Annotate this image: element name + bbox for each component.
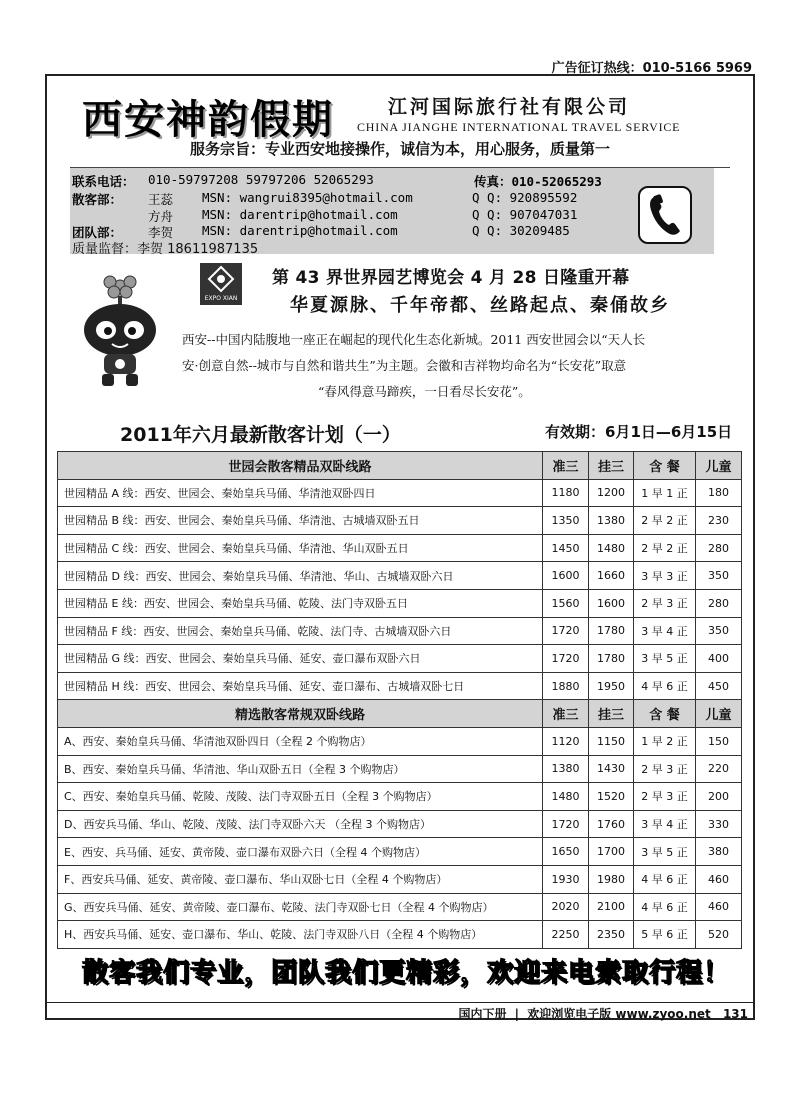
price-rated: 2100 [589,893,634,921]
table-section-header [58,700,742,728]
column-header: 儿童 [696,452,742,480]
column-header: 含 餐 [634,452,696,480]
route-name: 世园精品 E 线：西安、世园会、秦始皇兵马俑、乾陵、法门寺双卧五日 [58,589,543,617]
price-rated: 1700 [589,838,634,866]
price-rated: 1760 [589,810,634,838]
price-standard: 2020 [543,893,589,921]
table-section-header [58,452,742,480]
contact-msn[interactable]: MSN: darentrip@hotmail.com [202,207,398,222]
meals: 3 早 5 正 [634,645,696,673]
table-row [58,479,742,507]
contact-dept: 团队部： [72,225,123,240]
price-rated: 1200 [589,479,634,507]
child-price: 280 [696,534,742,562]
page-footer [458,1005,748,1022]
ad-hotline: 广告征订热线：010-5166 5969 [551,61,752,76]
contact-person: 李贺 [148,225,174,240]
expo-description-line: “春风得意马蹄疾，一日看尽长安花”。 [318,384,531,399]
price-standard: 1720 [543,645,589,673]
child-price: 200 [696,783,742,811]
telephone-icon [638,186,692,244]
table-row [58,617,742,645]
section-title: 精选散客常规双卧线路 [58,700,543,728]
price-standard: 1880 [543,672,589,700]
route-name: F、西安兵马俑、延安、黄帝陵、壶口瀑布、华山双卧七日（全程 4 个购物店） [58,865,543,893]
meals: 5 早 6 正 [634,921,696,949]
table-row [58,534,742,562]
price-standard: 1600 [543,562,589,590]
child-price: 180 [696,479,742,507]
price-rated: 1950 [589,672,634,700]
fax-number: 传真：010-52065293 [474,174,602,189]
agency-name-en: CHINA JIANGHE INTERNATIONAL TRAVEL SERVICE [357,120,681,134]
route-name: G、西安兵马俑、延安、黄帝陵、壶口瀑布、乾陵、法门寺双卧七日（全程 4 个购物店） [58,893,543,921]
price-rated: 2350 [589,921,634,949]
contact-msn[interactable]: MSN: darentrip@hotmail.com [202,223,398,238]
price-standard: 2250 [543,921,589,949]
child-price: 330 [696,810,742,838]
contact-person: 王蕊 [148,192,174,207]
phone-numbers: 010-59797208 59797206 52065293 [148,172,374,187]
column-header: 准三 [543,700,589,728]
route-name: 世园精品 D 线：西安、世园会、秦始皇兵马俑、华清池、华山、古城墙双卧六日 [58,562,543,590]
brand-name: 西安神韵假期 [82,96,334,143]
expo-description-line: 安·创意自然--城市与自然和谐共生”为主题。会徽和吉祥物均命名为“长安花”取意 [182,358,627,373]
price-standard: 1480 [543,783,589,811]
price-rated: 1480 [589,534,634,562]
child-price: 520 [696,921,742,949]
contact-msn[interactable]: MSN: wangrui8395@hotmail.com [202,190,413,205]
plan-title: 2011年六月最新散客计划（一） [120,424,401,446]
child-price: 460 [696,893,742,921]
contact-qq: Q Q: 30209485 [472,223,570,238]
child-price: 350 [696,562,742,590]
route-name: 世园精品 G 线：西安、世园会、秦始皇兵马俑、延安、壶口瀑布双卧六日 [58,645,543,673]
child-price: 220 [696,755,742,783]
footer-section: 国内下册 [458,1007,507,1021]
child-price: 460 [696,865,742,893]
table-row [58,507,742,535]
meals: 2 早 3 正 [634,589,696,617]
changanhua-mascot-icon [72,272,168,390]
column-header: 儿童 [696,700,742,728]
price-rated: 1520 [589,783,634,811]
child-price: 380 [696,838,742,866]
contact-person: 方舟 [148,209,174,224]
column-header: 准三 [543,452,589,480]
footer-website[interactable]: 欢迎浏览电子版 www.zyoo.net [527,1007,711,1021]
table-row [58,672,742,700]
route-name: 世园精品 C 线：西安、世园会、秦始皇兵马俑、华清池、华山双卧五日 [58,534,543,562]
route-name: 世园精品 H 线：西安、世园会、秦始皇兵马俑、延安、壶口瀑布、古城墙双卧七日 [58,672,543,700]
slogan: 散客我们专业，团队我们更精彩，欢迎来电索取行程！ [82,958,731,988]
price-rated: 1600 [589,589,634,617]
validity-period: 有效期：6月1日—6月15日 [545,423,733,441]
price-rated: 1150 [589,727,634,755]
table-row [58,755,742,783]
child-price: 400 [696,645,742,673]
meals: 1 早 2 正 [634,727,696,755]
meals: 2 早 2 正 [634,507,696,535]
column-header: 挂三 [589,452,634,480]
child-price: 450 [696,672,742,700]
agency-name-cn: 江河国际旅行社有限公司 [388,96,631,118]
price-standard: 1650 [543,838,589,866]
meals: 3 早 4 正 [634,617,696,645]
meals: 4 早 6 正 [634,865,696,893]
child-price: 350 [696,617,742,645]
price-standard: 1720 [543,617,589,645]
route-name: D、西安兵马俑、华山、乾陵、茂陵、法门寺双卧六天 （全程 3 个购物店） [58,810,543,838]
meals: 2 早 3 正 [634,783,696,811]
route-name: 世园精品 B 线：西安、世园会、秦始皇兵马俑、华清池、古城墙双卧五日 [58,507,543,535]
meals: 2 早 2 正 [634,534,696,562]
route-name: 世园精品 F 线：西安、世园会、秦始皇兵马俑、乾陵、法门寺、古城墙双卧六日 [58,617,543,645]
contact-qq: Q Q: 907047031 [472,207,578,222]
price-standard: 1120 [543,727,589,755]
child-price: 230 [696,507,742,535]
quality-supervisor: 质量监督：李贺 18611987135 [72,242,259,257]
table-row [58,838,742,866]
route-name: B、西安、秦始皇兵马俑、华清池、华山双卧五日（全程 3 个购物店） [58,755,543,783]
child-price: 150 [696,727,742,755]
expo-emblem-icon [200,263,242,293]
table-row [58,645,742,673]
price-rated: 1430 [589,755,634,783]
table-row [58,893,742,921]
price-rated: 1980 [589,865,634,893]
table-row [58,727,742,755]
price-standard: 1930 [543,865,589,893]
contact-qq: Q Q: 920895592 [472,190,578,205]
table-row [58,562,742,590]
route-name: A、西安、秦始皇兵马俑、华清池双卧四日（全程 2 个购物店） [58,727,543,755]
routes-table [57,451,742,949]
price-standard: 1720 [543,810,589,838]
route-name: C、西安、秦始皇兵马俑、乾陵、茂陵、法门寺双卧五日（全程 3 个购物店） [58,783,543,811]
expo-headline: 第 43 界世界园艺博览会 4 月 28 日隆重开幕 [272,268,630,288]
price-rated: 1780 [589,617,634,645]
price-standard: 1350 [543,507,589,535]
table-row [58,865,742,893]
child-price: 280 [696,589,742,617]
expo-subtitle: 华夏源脉、千年帝都、丝路起点、秦俑故乡 [290,295,670,316]
section-title: 世园会散客精品双卧线路 [58,452,543,480]
page-number: 131 [722,1007,748,1021]
footer-divider [45,1002,755,1003]
expo-logo [200,263,242,305]
price-rated: 1380 [589,507,634,535]
route-name: 世园精品 A 线：西安、世园会、秦始皇兵马俑、华清池双卧四日 [58,479,543,507]
table-row [58,783,742,811]
price-rated: 1780 [589,645,634,673]
phone-label: 联系电话： [72,174,135,189]
price-standard: 1560 [543,589,589,617]
meals: 2 早 3 正 [634,755,696,783]
price-standard: 1380 [543,755,589,783]
meals: 3 早 3 正 [634,562,696,590]
table-row [58,810,742,838]
price-standard: 1450 [543,534,589,562]
column-header: 含 餐 [634,700,696,728]
contact-dept: 散客部： [72,192,123,207]
meals: 4 早 6 正 [634,672,696,700]
route-name: E、西安、兵马俑、延安、黄帝陵、壶口瀑布双卧六日（全程 4 个购物店） [58,838,543,866]
expo-logo-text: EXPO XIAN [204,295,238,302]
table-row [58,589,742,617]
meals: 1 早 1 正 [634,479,696,507]
column-header: 挂三 [589,700,634,728]
expo-description-line: 西安--中国内陆腹地一座正在崛起的现代化生态化新城。2011 西安世园会以“天人长 [182,332,646,347]
route-name: H、西安兵马俑、延安、壶口瀑布、华山、乾陵、法门寺双卧八日（全程 4 个购物店） [58,921,543,949]
meals: 4 早 6 正 [634,893,696,921]
meals: 3 早 5 正 [634,838,696,866]
price-standard: 1180 [543,479,589,507]
service-motto: 服务宗旨：专业西安地接操作，诚信为本，用心服务，质量第一 [190,140,611,158]
table-row [58,921,742,949]
meals: 3 早 4 正 [634,810,696,838]
price-rated: 1660 [589,562,634,590]
footer-separator: | [514,1007,520,1021]
